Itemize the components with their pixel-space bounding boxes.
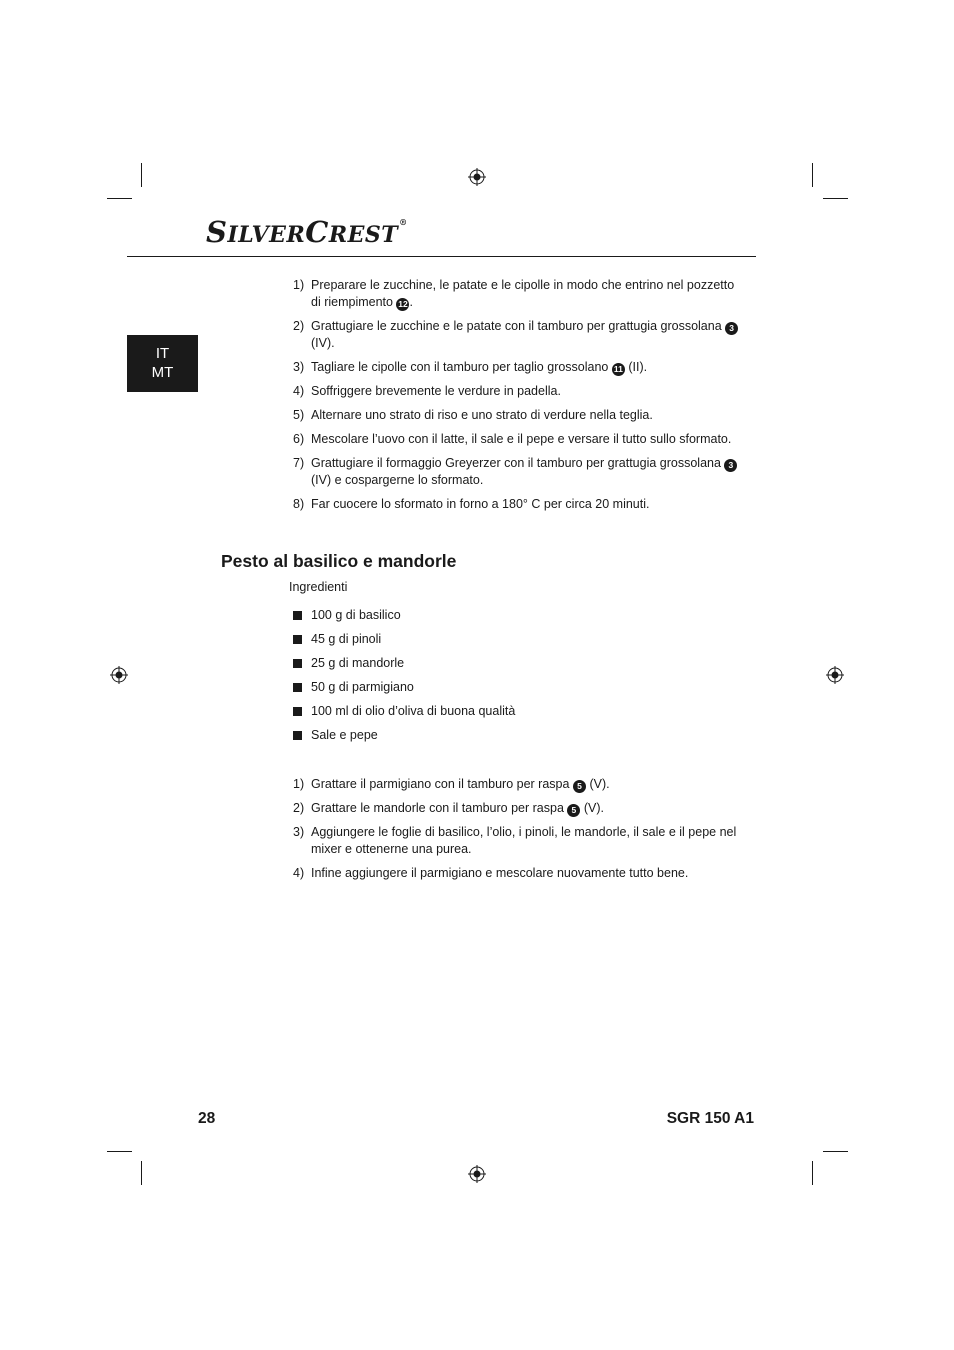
step-text: Far cuocere lo sformato in forno a 180° C per circa 20 minuti. xyxy=(311,497,650,511)
step-item xyxy=(289,865,739,882)
crop-mark xyxy=(823,198,848,199)
ingredient-text: 25 g di mandorle xyxy=(311,656,405,670)
part-reference-icon: 5 xyxy=(573,780,586,793)
registration-mark-icon xyxy=(826,666,844,684)
language-tab-line1: IT xyxy=(155,345,170,362)
step-text: Soffriggere brevemente le verdure in padella. xyxy=(311,384,561,398)
bullet-square-icon xyxy=(293,707,302,716)
step-text: Preparare le zucchine, le patate e le cipolle in modo che entrino nel pozzetto di riempimento xyxy=(311,278,735,309)
step-text-suffix: (II). xyxy=(628,360,648,374)
bullet-square-icon xyxy=(293,683,302,692)
crop-mark xyxy=(107,198,132,199)
registration-mark-icon xyxy=(468,1165,486,1183)
step-number: 8) xyxy=(293,497,305,511)
step-number: 4) xyxy=(293,384,305,398)
ingredient-item xyxy=(289,631,739,648)
step-item xyxy=(289,383,739,400)
step-number: 1) xyxy=(293,777,305,791)
ingredient-item xyxy=(289,727,739,744)
part-reference-icon: 3 xyxy=(724,459,737,472)
step-item xyxy=(289,496,739,513)
step-text-suffix: . xyxy=(409,295,413,309)
crop-mark xyxy=(107,1151,132,1152)
silvercrest-logo: SILVERCREST® xyxy=(206,215,408,249)
step-item xyxy=(289,800,739,817)
crop-mark xyxy=(823,1151,848,1152)
step-text: Aggiungere le foglie di basilico, l’olio, i pinoli, le mandorle, il sale e il pepe nel mixer e ottenerne una purea. xyxy=(311,825,737,856)
registration-mark-icon xyxy=(468,168,486,186)
language-tab-line2: MT xyxy=(151,364,174,381)
bullet-square-icon xyxy=(293,659,302,668)
crop-mark xyxy=(141,163,142,187)
part-reference-icon: 11 xyxy=(613,364,623,374)
steps-top-list xyxy=(289,277,739,520)
step-text-suffix: (V). xyxy=(583,801,605,815)
step-text: Infine aggiungere il parmigiano e mescolare nuovamente tutto bene. xyxy=(311,866,689,880)
step-text: Tagliare le cipolle con il tamburo per taglio grossolano xyxy=(311,360,609,374)
ingredient-item xyxy=(289,655,739,672)
model-number: SGR 150 A1 xyxy=(666,1110,754,1127)
step-item xyxy=(289,431,739,448)
bullet-square-icon xyxy=(293,611,302,620)
page-number: 28 xyxy=(198,1110,216,1127)
ingredient-text: 100 g di basilico xyxy=(311,608,401,622)
step-number: 7) xyxy=(293,456,305,470)
crop-mark xyxy=(812,163,813,187)
step-text: Grattugiare il formaggio Greyerzer con il tamburo per grattugia grossolana xyxy=(311,456,721,470)
ingredient-item xyxy=(289,679,739,696)
ingredient-text: 50 g di parmigiano xyxy=(311,680,414,694)
step-text-suffix: (V). xyxy=(589,777,610,791)
step-item xyxy=(289,776,739,793)
step-number: 3) xyxy=(293,825,305,839)
step-item xyxy=(289,824,739,858)
part-reference-icon: 5 xyxy=(567,804,580,817)
crop-mark xyxy=(141,1161,142,1185)
step-number: 3) xyxy=(293,360,305,374)
step-item xyxy=(289,318,739,352)
step-item xyxy=(289,407,739,424)
step-number: 4) xyxy=(293,866,305,880)
step-number: 6) xyxy=(293,432,305,446)
step-text: Grattugiare le zucchine e le patate con il tamburo per grattugia grossolana xyxy=(311,319,722,333)
step-text: Grattare il parmigiano con il tamburo per raspa xyxy=(311,777,570,791)
language-tab xyxy=(127,335,198,392)
step-text-suffix: (IV). xyxy=(311,336,335,350)
step-number: 2) xyxy=(293,801,305,815)
crop-mark xyxy=(812,1161,813,1185)
step-number: 5) xyxy=(293,408,305,422)
ingredients-list xyxy=(289,607,739,751)
step-text: Alternare uno strato di riso e uno strato di verdure nella teglia. xyxy=(311,408,653,422)
step-text: Grattare le mandorle con il tamburo per raspa xyxy=(311,801,564,815)
part-reference-icon: 3 xyxy=(725,322,738,335)
registration-mark-icon xyxy=(110,666,128,684)
ingredient-item xyxy=(289,703,739,720)
ingredient-text: Sale e pepe xyxy=(311,728,378,742)
ingredient-text: 100 ml di olio d’oliva di buona qualità xyxy=(311,704,516,718)
header-rule xyxy=(127,256,756,257)
section-title: Pesto al basilico e mandorle xyxy=(221,551,457,571)
step-item xyxy=(289,277,739,311)
bullet-square-icon xyxy=(293,731,302,740)
steps-bottom-list xyxy=(289,776,739,889)
ingredients-label: Ingredienti xyxy=(289,580,348,594)
step-number: 1) xyxy=(293,278,305,292)
ingredient-item xyxy=(289,607,739,624)
bullet-square-icon xyxy=(293,635,302,644)
step-text-suffix: (IV) e cospargerne lo sformato. xyxy=(311,473,484,487)
ingredient-text: 45 g di pinoli xyxy=(311,632,382,646)
step-text: Mescolare l’uovo con il latte, il sale e il pepe e versare il tutto sullo sformato. xyxy=(311,432,732,446)
part-reference-icon: 12 xyxy=(398,299,408,309)
step-number: 2) xyxy=(293,319,305,333)
step-item xyxy=(289,455,739,489)
step-item xyxy=(289,359,739,376)
